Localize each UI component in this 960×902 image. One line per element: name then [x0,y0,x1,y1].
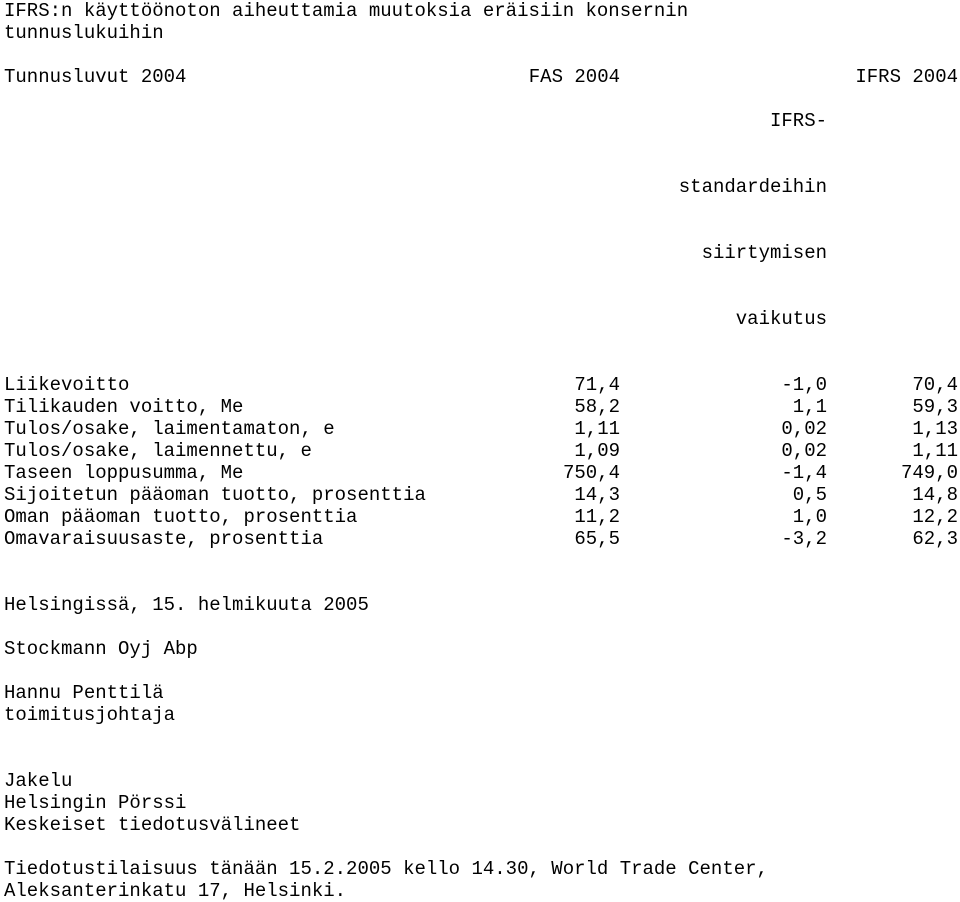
table-row-label: Tilikauden voitto, Me [4,396,244,418]
table-row-ifrs: 70,4 [912,374,958,396]
table-row-fas: 58,2 [574,396,620,418]
table-row-fas: 71,4 [574,374,620,396]
distribution-heading: Jakelu [4,770,73,792]
table-row-label: Oman pääoman tuotto, prosenttia [4,506,358,528]
press-event-line: Aleksanterinkatu 17, Helsinki. [4,880,347,902]
table-row-fas: 65,5 [574,528,620,550]
table-row-label: Tulos/osake, laimentamaton, e [4,418,335,440]
table-row-effect: -1,0 [781,374,827,396]
table-row-ifrs: 1,13 [912,418,958,440]
title-line-1: IFRS:n käyttöönoton aiheuttamia muutoksia eräisiin konsernin [4,0,689,22]
spacer [4,616,958,638]
table-header-effect [620,66,827,374]
table-header-fas: FAS 2004 [528,66,620,88]
table-row-ifrs: 14,8 [912,484,958,506]
table-row-effect: 0,02 [781,440,827,462]
spacer [4,726,958,770]
table-row-ifrs: 749,0 [900,462,958,484]
table-row-label: Sijoitetun pääoman tuotto, prosenttia [4,484,426,506]
table-row-effect: -3,2 [781,528,827,550]
table-row-fas: 11,2 [574,506,620,528]
company-name: Stockmann Oyj Abp [4,638,198,660]
table-row-effect: 1,1 [792,396,827,418]
table-header-effect-line: siirtymisen [701,242,827,264]
table-row-label: Liikevoitto [4,374,130,396]
table-row-fas: 1,11 [574,418,620,440]
table-header-effect-line: vaikutus [735,308,827,330]
distribution-block [4,770,958,836]
distribution-item: Helsingin Pörssi [4,792,187,814]
signatory-title: toimitusjohtaja [4,704,176,726]
table-row-label: Taseen loppusumma, Me [4,462,244,484]
table-row-fas: 750,4 [562,462,620,484]
document-title [4,0,958,44]
place-date: Helsingissä, 15. helmikuuta 2005 [4,594,369,616]
table-row-effect: 0,5 [792,484,827,506]
spacer [4,836,958,858]
table-row-ifrs: 12,2 [912,506,958,528]
table-header-ifrs: IFRS 2004 [855,66,958,88]
press-event-line: Tiedotustilaisuus tänään 15.2.2005 kello 14.30, World Trade Center, [4,858,768,880]
signature-block [4,682,958,726]
table-row-ifrs: 59,3 [912,396,958,418]
table-header-label: Tunnusluvut 2004 [4,66,187,88]
table-row-ifrs: 1,11 [912,440,958,462]
press-event-block [4,858,958,902]
table-row-label: Omavaraisuusaste, prosenttia [4,528,324,550]
table-row-effect: 1,0 [792,506,827,528]
title-line-2: tunnuslukuihin [4,22,164,44]
table-header-effect-line: standardeihin [678,176,827,198]
table-header-effect-line: IFRS- [769,110,827,132]
table-row-effect: 0,02 [781,418,827,440]
distribution-item: Keskeiset tiedotusvälineet [4,814,301,836]
spacer [4,550,958,594]
table-row-label: Tulos/osake, laimennettu, e [4,440,312,462]
table-row-effect: -1,4 [781,462,827,484]
table-row-fas: 14,3 [574,484,620,506]
signatory-name: Hannu Penttilä [4,682,164,704]
document-page [4,0,958,902]
key-figures-table [4,66,958,550]
table-row-fas: 1,09 [574,440,620,462]
table-row-ifrs: 62,3 [912,528,958,550]
